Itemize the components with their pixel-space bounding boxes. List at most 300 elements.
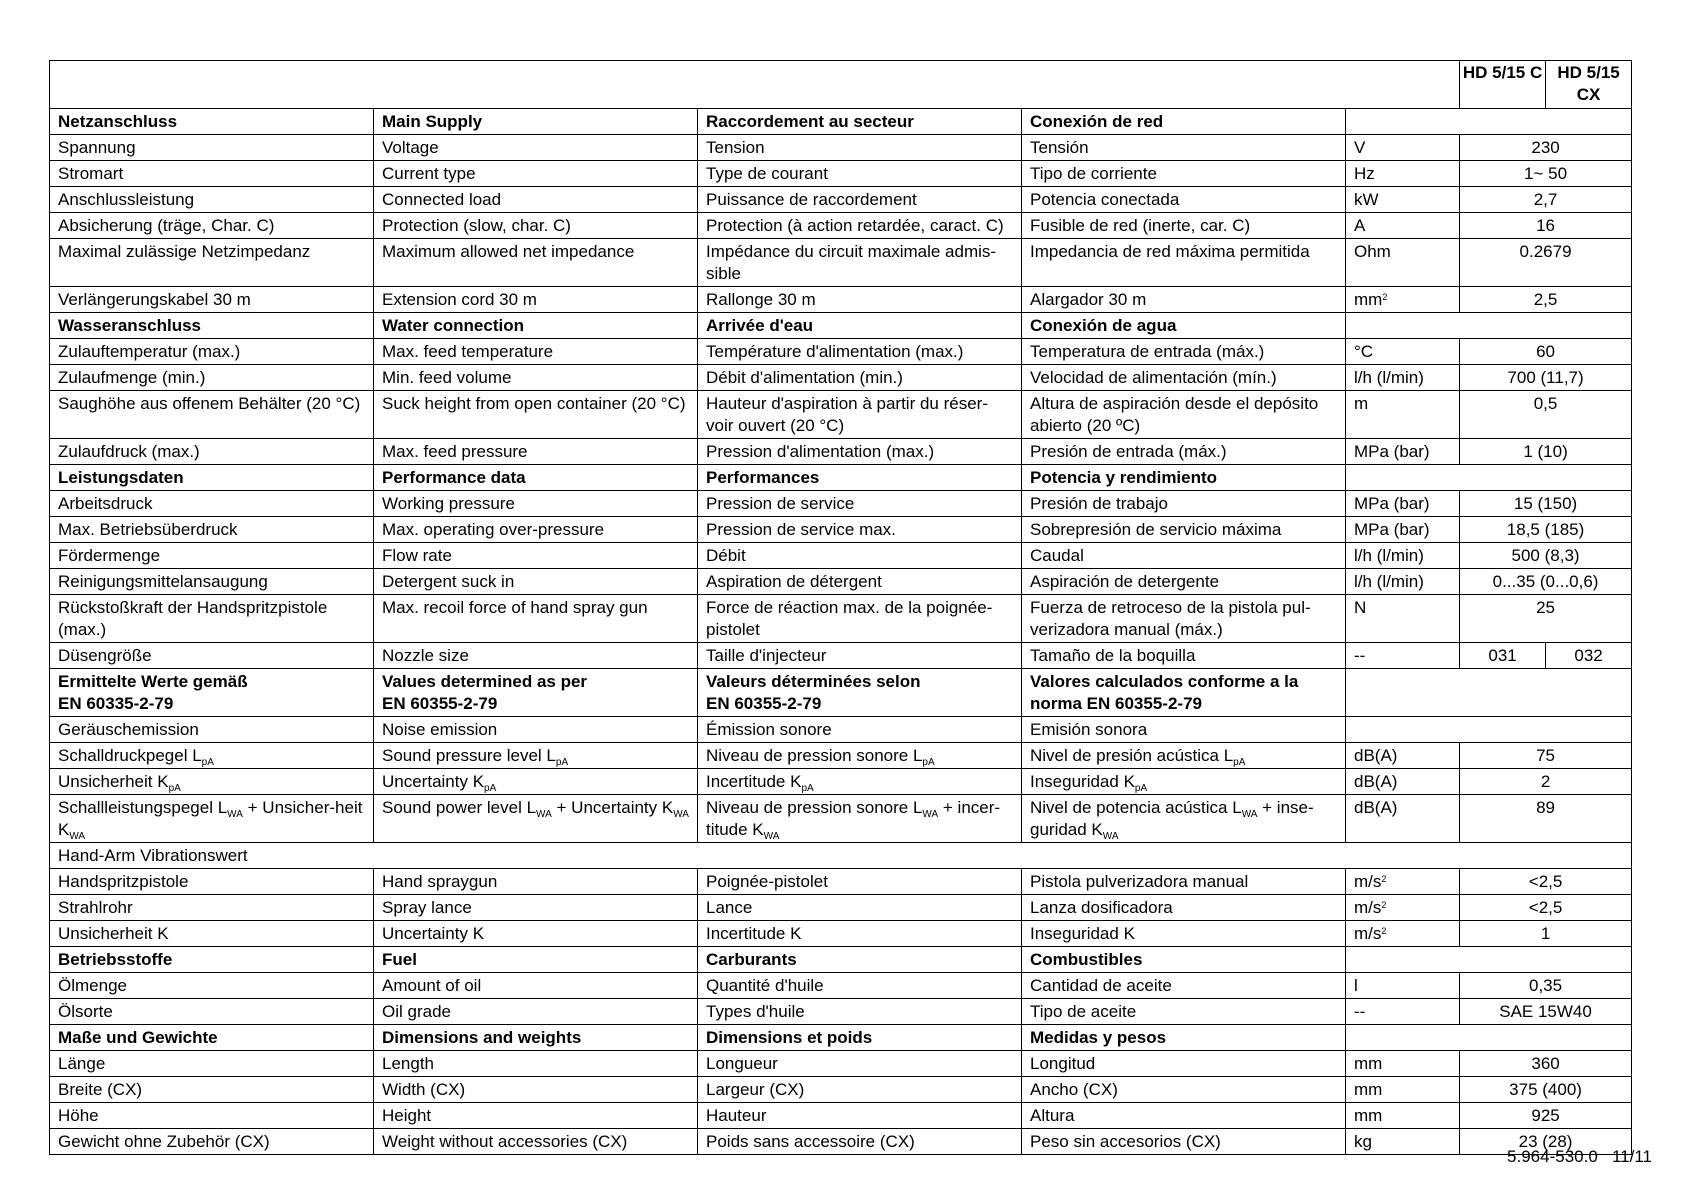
swl-es-subscript-2: WA: [1102, 831, 1119, 842]
model-header-row: [50, 61, 1632, 109]
feed_pressure-value: 1 (10): [1460, 439, 1632, 465]
voltage-value: 230: [1460, 135, 1632, 161]
oil_amount-es: [1022, 973, 1346, 999]
row-oil_grade: [50, 999, 1632, 1025]
length-de: [50, 1051, 374, 1077]
spraygun-value: <2,5: [1460, 869, 1632, 895]
feed_amount-de-text: Zulaufmenge (min.): [58, 368, 206, 387]
weight-de: [50, 1129, 374, 1155]
working_pressure-de: [50, 491, 374, 517]
lance-es-text: Lanza dosificadora: [1030, 898, 1173, 917]
unc_vib-es: [1022, 921, 1346, 947]
unc_k-de-subscript: pA: [168, 783, 181, 794]
impedance-de-text: Maximal zulässige Netzimpedanz: [58, 242, 311, 261]
flow_rate-de-text: Fördermenge: [58, 546, 161, 565]
working_pressure-es-text: Presión de trabajo: [1030, 494, 1168, 513]
extension-de-text: Verlängerungskabel 30 m: [58, 290, 251, 309]
suck_height-en-text: Suck height from open container (20 °C): [382, 394, 686, 413]
oil_grade-en: [374, 999, 698, 1025]
working_pressure-es: [1022, 491, 1346, 517]
document-number: 5.964-530.0: [1507, 1147, 1598, 1166]
protection-value: 16: [1460, 213, 1632, 239]
header-blank-cell: [50, 61, 1460, 109]
working_pressure-de-text: Arbeitsdruck: [58, 494, 153, 513]
swl-en-text-1: Sound power level L: [382, 798, 537, 817]
lance-en: [374, 895, 698, 921]
row-weight: [50, 1129, 1632, 1155]
recoil-value: 25: [1460, 595, 1632, 643]
model-c: HD 5/15 C: [1460, 61, 1546, 109]
height-unit: [1346, 1103, 1460, 1129]
section-values-es: [1022, 669, 1346, 717]
nozzle-de-text: Düsengröße: [58, 646, 152, 665]
row-feed_pressure: [50, 439, 1632, 465]
nozzle-de: [50, 643, 374, 669]
row-spl: [50, 743, 1632, 769]
lance-fr: [698, 895, 1022, 921]
row-vibration: [50, 843, 1632, 869]
swl-unit: dB(A): [1346, 795, 1460, 843]
oil_grade-unit: [1346, 999, 1460, 1025]
detergent-de-text: Reinigungsmittelansaugung: [58, 572, 268, 591]
unc_k-es-subscript: pA: [1134, 783, 1148, 794]
swl-es-text-1: Nivel de potencia acústica L: [1030, 798, 1242, 817]
recoil-de: [50, 595, 374, 643]
recoil-es: [1022, 595, 1346, 643]
protection-es: [1022, 213, 1346, 239]
swl-en: [374, 795, 698, 843]
oil_grade-en-text: Oil grade: [382, 1002, 451, 1021]
noise-fr: Émission sonore: [698, 717, 1022, 743]
unc_k-value: 2: [1460, 769, 1632, 795]
unc_k-unit: [1346, 769, 1460, 795]
noise-de: Geräuschemission: [50, 717, 374, 743]
width-de-text: Breite (CX): [58, 1080, 143, 1099]
flow_rate-en: [374, 543, 698, 569]
width-value: 375 (400): [1460, 1077, 1632, 1103]
flow_rate-value: 500 (8,3): [1460, 543, 1632, 569]
row-height: [50, 1103, 1632, 1129]
row-nozzle: [50, 643, 1632, 669]
length-en-text: Length: [382, 1054, 434, 1073]
working_pressure-unit-text: MPa (bar): [1354, 494, 1430, 513]
length-fr: [698, 1051, 1022, 1077]
spl-de-subscript: pA: [201, 757, 214, 768]
section-values-en-line2: EN 60355-2-79: [382, 694, 498, 713]
feed_temp-es-text: Temperatura de entrada (máx.): [1030, 342, 1265, 361]
connected_load-en-text: Connected load: [382, 190, 502, 209]
lance-unit-text: m/s: [1354, 898, 1382, 917]
voltage-fr: [698, 135, 1022, 161]
height-de-text: Höhe: [58, 1106, 99, 1125]
section-fuel-blank: [1346, 947, 1632, 973]
voltage-en-text: Voltage: [382, 138, 439, 157]
height-es: [1022, 1103, 1346, 1129]
working_pressure-en-text: Working pressure: [382, 494, 515, 513]
width-de: [50, 1077, 374, 1103]
spl-fr-text: Niveau de pression sonore L: [706, 746, 923, 765]
suck_height-value: 0,5: [1460, 391, 1632, 439]
recoil-unit-text: N: [1354, 598, 1367, 617]
connected_load-unit-text: kW: [1354, 190, 1379, 209]
extension-en-text: Extension cord 30 m: [382, 290, 537, 309]
feed_amount-en: [374, 365, 698, 391]
model-cx: HD 5/15 CX: [1546, 61, 1632, 109]
connected_load-fr-text: Puissance de raccordement: [706, 190, 917, 209]
detergent-en-text: Detergent suck in: [382, 572, 515, 591]
page-footer: [1507, 1147, 1652, 1167]
extension-unit-exponent: 2: [1382, 292, 1388, 302]
lance-unit: [1346, 895, 1460, 921]
section-fuel: [50, 947, 1632, 973]
flow_rate-unit-text: l/h (l/min): [1354, 546, 1424, 565]
section-values: [50, 669, 1632, 717]
voltage-es: [1022, 135, 1346, 161]
row-lance: [50, 895, 1632, 921]
oil_amount-es-text: Cantidad de aceite: [1030, 976, 1172, 995]
lance-de-text: Strahlrohr: [58, 898, 133, 917]
impedance-unit: [1346, 239, 1460, 287]
width-fr: [698, 1077, 1022, 1103]
section-values-es-line2: norma EN 60355-2-79: [1030, 694, 1202, 713]
oil_grade-es: [1022, 999, 1346, 1025]
feed_temp-fr: [698, 339, 1022, 365]
nozzle-unit: [1346, 643, 1460, 669]
protection-unit-text: A: [1354, 216, 1366, 235]
spl-en-subscript: pA: [555, 757, 569, 768]
over_pressure-fr: [698, 517, 1022, 543]
section-supply-blank: [1346, 109, 1632, 135]
unc_vib-de: [50, 921, 374, 947]
section-performance-es: Potencia y rendimiento: [1022, 465, 1346, 491]
current_type-value: 1~ 50: [1460, 161, 1632, 187]
row-length: [50, 1051, 1632, 1077]
voltage-de-text: Spannung: [58, 138, 136, 157]
oil_amount-unit: [1346, 973, 1460, 999]
unc_k-en-text: Uncertainty K: [382, 772, 485, 791]
connected_load-en: [374, 187, 698, 213]
section-fuel-es: Combustibles: [1022, 947, 1346, 973]
nozzle-es: [1022, 643, 1346, 669]
lance-es: [1022, 895, 1346, 921]
feed_pressure-en-text: Max. feed pressure: [382, 442, 528, 461]
swl-fr-text-1: Niveau de pression sonore L: [706, 798, 923, 817]
extension-value: 2,5: [1460, 287, 1632, 313]
feed_pressure-de-text: Zulaufdruck (max.): [58, 442, 200, 461]
spraygun-unit-text: m/s: [1354, 872, 1382, 891]
spl-unit-text: dB(A): [1354, 746, 1398, 765]
lance-fr-text: Lance: [706, 898, 753, 917]
width-unit: [1346, 1077, 1460, 1103]
section-water-blank: [1346, 313, 1632, 339]
oil_amount-de: [50, 973, 374, 999]
row-width: [50, 1077, 1632, 1103]
row-current_type: [50, 161, 1632, 187]
length-es-text: Longitud: [1030, 1054, 1096, 1073]
voltage-unit: [1346, 135, 1460, 161]
connected_load-es: [1022, 187, 1346, 213]
working_pressure-unit: [1346, 491, 1460, 517]
connected_load-de: [50, 187, 374, 213]
suck_height-es-text: Altura de aspiración desde el depósito abierto (20 ºC): [1030, 394, 1319, 435]
oil_grade-unit-text: --: [1354, 1002, 1366, 1021]
unc_k-en: [374, 769, 698, 795]
protection-en: [374, 213, 698, 239]
voltage-fr-text: Tension: [706, 138, 765, 157]
spl-fr-subscript: pA: [922, 757, 935, 768]
technical-data-table: [49, 60, 1632, 1155]
page-number: 11/11: [1611, 1147, 1652, 1166]
feed_temp-es: [1022, 339, 1346, 365]
recoil-en-text: Max. recoil force of hand spray gun: [382, 598, 648, 617]
oil_grade-de: [50, 999, 374, 1025]
nozzle-fr-text: Taille d'injecteur: [706, 646, 827, 665]
width-es: [1022, 1077, 1346, 1103]
suck_height-es: [1022, 391, 1346, 439]
spraygun-en-text: Hand spraygun: [382, 872, 498, 891]
extension-unit-text: mm: [1354, 290, 1383, 309]
flow_rate-en-text: Flow rate: [382, 546, 452, 565]
feed_temp-de-text: Zulauftemperatur (max.): [58, 342, 241, 361]
current_type-fr: [698, 161, 1022, 187]
protection-es-text: Fusible de red (inerte, car. C): [1030, 216, 1251, 235]
length-value: 360: [1460, 1051, 1632, 1077]
spraygun-fr: [698, 869, 1022, 895]
detergent-es-text: Aspiración de detergente: [1030, 572, 1220, 591]
suck_height-de-text: Saughöhe aus offenem Behälter (20 °C): [58, 394, 361, 413]
row-unc_k: [50, 769, 1632, 795]
weight-unit: [1346, 1129, 1460, 1155]
current_type-unit: [1346, 161, 1460, 187]
over_pressure-es-text: Sobrepresión de servicio máxima: [1030, 520, 1282, 539]
section-supply-en: Main Supply: [374, 109, 698, 135]
weight-fr-text: Poids sans accessoire (CX): [706, 1132, 915, 1151]
spraygun-es-text: Pistola pulverizadora manual: [1030, 872, 1249, 891]
feed_temp-unit-text: °C: [1354, 342, 1374, 361]
protection-en-text: Protection (slow, char. C): [382, 216, 571, 235]
row-suck_height: [50, 391, 1632, 439]
spraygun-en: [374, 869, 698, 895]
impedance-es: [1022, 239, 1346, 287]
current_type-en-text: Current type: [382, 164, 476, 183]
spraygun-de: [50, 869, 374, 895]
over_pressure-unit-text: MPa (bar): [1354, 520, 1430, 539]
unc_vib-unit-text: m/s: [1354, 924, 1382, 943]
section-dimensions-es: Medidas y pesos: [1022, 1025, 1346, 1051]
row-flow_rate: [50, 543, 1632, 569]
over_pressure-fr-text: Pression de service max.: [706, 520, 896, 539]
height-de: [50, 1103, 374, 1129]
swl-fr-subscript-2: WA: [763, 831, 780, 842]
unc_k-fr-subscript: pA: [801, 783, 814, 794]
detergent-fr: [698, 569, 1022, 595]
impedance-fr-text: Impédance du circuit maximale admis-sible: [706, 242, 997, 283]
voltage-unit-text: V: [1354, 138, 1366, 157]
impedance-en-text: Maximum allowed net impedance: [382, 242, 635, 261]
section-performance: [50, 465, 1632, 491]
extension-fr: [698, 287, 1022, 313]
unc_k-unit-text: dB(A): [1354, 772, 1398, 791]
spl-es-subscript: pA: [1233, 757, 1246, 768]
weight-fr: [698, 1129, 1022, 1155]
row-impedance: [50, 239, 1632, 287]
recoil-fr-text: Force de réaction max. de la poignée-pistolet: [706, 598, 993, 639]
nozzle-unit-text: --: [1354, 646, 1366, 665]
noise-es: Emisión sonora: [1022, 717, 1346, 743]
over_pressure-en: [374, 517, 698, 543]
section-values-es-line1: Valores calculados conforme a la: [1030, 672, 1299, 691]
current_type-de: [50, 161, 374, 187]
nozzle-en-text: Nozzle size: [382, 646, 469, 665]
spl-es: [1022, 743, 1346, 769]
row-feed_amount: [50, 365, 1632, 391]
nozzle-en: [374, 643, 698, 669]
feed_pressure-unit: [1346, 439, 1460, 465]
section-water: [50, 313, 1632, 339]
suck_height-de: [50, 391, 374, 439]
impedance-en: [374, 239, 698, 287]
spraygun-fr-text: Poignée-pistolet: [706, 872, 828, 891]
width-en-text: Width (CX): [382, 1080, 466, 1099]
extension-unit: [1346, 287, 1460, 313]
row-voltage: [50, 135, 1632, 161]
section-supply-es: Conexión de red: [1022, 109, 1346, 135]
row-working_pressure: [50, 491, 1632, 517]
flow_rate-fr: [698, 543, 1022, 569]
section-water-en: Water connection: [374, 313, 698, 339]
row-feed_temp: [50, 339, 1632, 365]
row-oil_amount: [50, 973, 1632, 999]
section-values-fr: [698, 669, 1022, 717]
protection-unit: [1346, 213, 1460, 239]
height-unit-text: mm: [1354, 1106, 1383, 1125]
nozzle-fr: [698, 643, 1022, 669]
connected_load-es-text: Potencia conectada: [1030, 190, 1180, 209]
feed_amount-es: [1022, 365, 1346, 391]
section-dimensions: [50, 1025, 1632, 1051]
voltage-en: [374, 135, 698, 161]
swl-fr-subscript-1: WA: [922, 809, 939, 820]
oil_amount-unit-text: l: [1354, 976, 1358, 995]
section-performance-blank: [1346, 465, 1632, 491]
unc_k-de: [50, 769, 374, 795]
protection-de: [50, 213, 374, 239]
swl-de-text-2: + Unsicher-heit K: [58, 798, 363, 839]
row-recoil: [50, 595, 1632, 643]
height-value: 925: [1460, 1103, 1632, 1129]
oil_amount-de-text: Ölmenge: [58, 976, 127, 995]
detergent-de: [50, 569, 374, 595]
width-en: [374, 1077, 698, 1103]
swl-en-subscript-1: WA: [536, 809, 552, 820]
recoil-fr: [698, 595, 1022, 643]
flow_rate-es-text: Caudal: [1030, 546, 1084, 565]
row-detergent: [50, 569, 1632, 595]
width-fr-text: Largeur (CX): [706, 1080, 805, 1099]
feed_temp-de: [50, 339, 374, 365]
nozzle-value-c: 031: [1460, 643, 1546, 669]
oil_amount-value: 0,35: [1460, 973, 1632, 999]
unc_vib-de-text: Unsicherheit K: [58, 924, 169, 943]
swl-en-text-2: + Uncertainty K: [551, 798, 674, 817]
length-de-text: Länge: [58, 1054, 106, 1073]
swl-de: [50, 795, 374, 843]
swl-es: [1022, 795, 1346, 843]
row-protection: [50, 213, 1632, 239]
impedance-de: [50, 239, 374, 287]
weight-es-text: Peso sin accesorios (CX): [1030, 1132, 1221, 1151]
working_pressure-fr: [698, 491, 1022, 517]
connected_load-unit: [1346, 187, 1460, 213]
feed_amount-es-text: Velocidad de alimentación (mín.): [1030, 368, 1277, 387]
spl-es-text: Nivel de presión acústica L: [1030, 746, 1234, 765]
weight-value: 23 (28): [1460, 1129, 1632, 1155]
weight-es: [1022, 1129, 1346, 1155]
section-supply: [50, 109, 1632, 135]
section-performance-de: Leistungsdaten: [50, 465, 374, 491]
row-connected_load: [50, 187, 1632, 213]
unc_k-en-subscript: pA: [484, 783, 497, 794]
recoil-de-text: Rückstoßkraft der Handspritzpistole (max.): [58, 598, 328, 639]
feed_temp-unit: [1346, 339, 1460, 365]
feed_amount-value: 700 (11,7): [1460, 365, 1632, 391]
section-values-fr-line1: Valeurs déterminées selon: [706, 672, 921, 691]
weight-en-text: Weight without accessories (CX): [382, 1132, 628, 1151]
protection-fr: [698, 213, 1022, 239]
oil_grade-es-text: Tipo de aceite: [1030, 1002, 1137, 1021]
connected_load-value: 2,7: [1460, 187, 1632, 213]
voltage-de: [50, 135, 374, 161]
over_pressure-unit: [1346, 517, 1460, 543]
feed_temp-en-text: Max. feed temperature: [382, 342, 554, 361]
feed_pressure-es: [1022, 439, 1346, 465]
feed_amount-unit: [1346, 365, 1460, 391]
section-values-en: [374, 669, 698, 717]
length-fr-text: Longueur: [706, 1054, 778, 1073]
row-noise: [50, 717, 1632, 743]
unc_k-de-text: Unsicherheit K: [58, 772, 169, 791]
row-unc_vib: [50, 921, 1632, 947]
detergent-es: [1022, 569, 1346, 595]
height-fr-text: Hauteur: [706, 1106, 767, 1125]
section-water-es: Conexión de agua: [1022, 313, 1346, 339]
section-water-de: Wasseranschluss: [50, 313, 374, 339]
current_type-es-text: Tipo de corriente: [1030, 164, 1157, 183]
nozzle-es-text: Tamaño de la boquilla: [1030, 646, 1196, 665]
width-unit-text: mm: [1354, 1080, 1383, 1099]
feed_pressure-unit-text: MPa (bar): [1354, 442, 1430, 461]
over_pressure-value: 18,5 (185): [1460, 517, 1632, 543]
section-supply-fr: Raccordement au secteur: [698, 109, 1022, 135]
extension-es-text: Alargador 30 m: [1030, 290, 1147, 309]
spraygun-unit: [1346, 869, 1460, 895]
detergent-fr-text: Aspiration de détergent: [706, 572, 882, 591]
height-fr: [698, 1103, 1022, 1129]
swl-es-subscript-1: WA: [1241, 809, 1258, 820]
unc_vib-en: [374, 921, 698, 947]
section-values-de-line2: EN 60335-2-79: [58, 694, 174, 713]
feed_amount-en-text: Min. feed volume: [382, 368, 512, 387]
section-values-de-line1: Ermittelte Werte gemäß: [58, 672, 248, 691]
impedance-fr: [698, 239, 1022, 287]
feed_pressure-fr: [698, 439, 1022, 465]
length-unit-text: mm: [1354, 1054, 1383, 1073]
suck_height-en: [374, 391, 698, 439]
detergent-en: [374, 569, 698, 595]
length-unit: [1346, 1051, 1460, 1077]
detergent-unit: [1346, 569, 1460, 595]
spl-de: [50, 743, 374, 769]
